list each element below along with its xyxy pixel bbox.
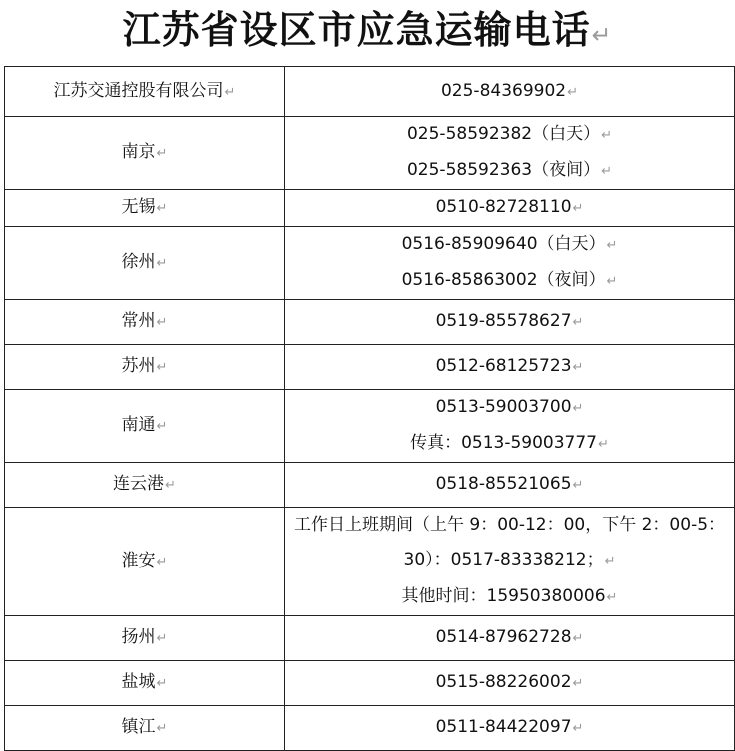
phone-text: 0510-82728110 bbox=[435, 197, 572, 217]
city-cell bbox=[5, 227, 285, 300]
table-row bbox=[5, 661, 735, 706]
phone-cell bbox=[285, 190, 735, 227]
paragraph-mark-icon: ↵ bbox=[572, 631, 584, 646]
paragraph-mark-icon: ↵ bbox=[156, 315, 168, 330]
paragraph-mark-icon: ↵ bbox=[606, 590, 618, 605]
phone-line bbox=[285, 467, 734, 503]
city-cell bbox=[5, 508, 285, 616]
paragraph-mark-icon: ↵ bbox=[156, 554, 168, 570]
phone-line bbox=[285, 390, 734, 426]
paragraph-mark-icon: ↵ bbox=[156, 631, 168, 646]
paragraph-mark-icon: ↵ bbox=[156, 721, 168, 736]
table-row bbox=[5, 463, 735, 508]
table-row bbox=[5, 227, 735, 300]
phone-cell bbox=[285, 706, 735, 751]
city-cell bbox=[5, 463, 285, 508]
phone-cell bbox=[285, 300, 735, 345]
paragraph-mark-icon: ↵ bbox=[156, 676, 168, 691]
paragraph-mark-icon: ↵ bbox=[572, 676, 584, 691]
phone-line bbox=[285, 153, 734, 189]
paragraph-mark-icon: ↵ bbox=[572, 201, 584, 216]
phone-cell bbox=[285, 616, 735, 661]
phone-cell bbox=[285, 508, 735, 616]
paragraph-mark-icon: ↵ bbox=[604, 554, 616, 569]
table-row bbox=[5, 508, 735, 616]
city-name: 盐城 bbox=[121, 672, 156, 692]
phone-cell bbox=[285, 390, 735, 463]
phone-text: 0516-85863002（夜间） bbox=[401, 270, 606, 290]
phone-cell bbox=[285, 117, 735, 190]
phone-cell bbox=[285, 67, 735, 117]
paragraph-mark-icon: ↵ bbox=[572, 401, 584, 416]
phone-text: 0511-84422097 bbox=[435, 717, 572, 737]
page-title-text: 江苏省设区市应急运输电话 bbox=[122, 8, 591, 52]
table-row bbox=[5, 706, 735, 751]
table-row bbox=[5, 616, 735, 661]
city-name: 无锡 bbox=[121, 197, 156, 217]
paragraph-mark-icon: ↵ bbox=[156, 419, 168, 434]
table-row bbox=[5, 67, 735, 117]
page-title bbox=[0, 2, 735, 58]
phone-text: 0512-68125723 bbox=[435, 356, 572, 376]
city-name: 徐州 bbox=[121, 252, 156, 272]
paragraph-mark-icon: ↵ bbox=[156, 201, 168, 216]
phone-line bbox=[285, 349, 734, 385]
phone-text: 0513-59003700 bbox=[435, 397, 572, 417]
phone-line bbox=[285, 263, 734, 299]
paragraph-mark-icon: ↵ bbox=[606, 238, 618, 253]
city-cell bbox=[5, 117, 285, 190]
city-name: 连云港 bbox=[113, 474, 165, 494]
paragraph-mark-icon: ↵ bbox=[224, 84, 236, 100]
table-row bbox=[5, 117, 735, 190]
city-name: 淮安 bbox=[121, 550, 156, 571]
paragraph-mark-icon: ↵ bbox=[606, 274, 618, 289]
paragraph-mark-icon: ↵ bbox=[156, 256, 168, 271]
phone-text: 0519-85578627 bbox=[435, 311, 572, 331]
city-name: 苏州 bbox=[121, 356, 156, 376]
city-cell bbox=[5, 345, 285, 390]
paragraph-mark-icon: ↵ bbox=[567, 84, 578, 100]
phone-line bbox=[285, 304, 734, 340]
phone-text: 工作日上班期间（上午 9：00-12：00，下午 2：00-5：30）：0517-83338212； bbox=[293, 515, 726, 570]
phone-cell bbox=[285, 345, 735, 390]
paragraph-mark-icon: ↵ bbox=[572, 721, 584, 736]
phone-line bbox=[285, 710, 734, 746]
table-row bbox=[5, 345, 735, 390]
phone-line bbox=[285, 117, 734, 153]
city-cell bbox=[5, 661, 285, 706]
city-name: 南通 bbox=[121, 415, 156, 435]
phone-line bbox=[285, 426, 734, 462]
city-cell bbox=[5, 300, 285, 345]
contact-table-body bbox=[5, 67, 735, 751]
paragraph-mark-icon: ↵ bbox=[591, 21, 613, 49]
city-cell bbox=[5, 616, 285, 661]
paragraph-mark-icon: ↵ bbox=[165, 478, 176, 493]
phone-line bbox=[285, 508, 734, 579]
city-name: 江苏交通控股有限公司 bbox=[53, 80, 224, 101]
contact-table bbox=[4, 66, 735, 751]
paragraph-mark-icon: ↵ bbox=[572, 315, 584, 330]
paragraph-mark-icon: ↵ bbox=[601, 128, 612, 143]
paragraph-mark-icon: ↵ bbox=[572, 478, 584, 493]
paragraph-mark-icon: ↵ bbox=[156, 360, 168, 375]
phone-line bbox=[285, 190, 734, 226]
city-name: 扬州 bbox=[121, 627, 156, 647]
city-name: 南京 bbox=[121, 142, 156, 162]
paragraph-mark-icon: ↵ bbox=[572, 360, 584, 375]
phone-text: 0514-87962728 bbox=[435, 627, 572, 647]
phone-line bbox=[285, 74, 734, 110]
phone-line bbox=[285, 579, 734, 615]
city-cell bbox=[5, 390, 285, 463]
table-row bbox=[5, 390, 735, 463]
city-name: 镇江 bbox=[121, 717, 156, 737]
table-row bbox=[5, 190, 735, 227]
paragraph-mark-icon: ↵ bbox=[601, 164, 612, 179]
city-cell bbox=[5, 67, 285, 117]
phone-cell bbox=[285, 661, 735, 706]
phone-line bbox=[285, 665, 734, 701]
phone-text: 0516-85909640（白天） bbox=[401, 234, 606, 254]
phone-cell bbox=[285, 227, 735, 300]
phone-line bbox=[285, 227, 734, 263]
phone-text: 传真：0513-59003777 bbox=[410, 433, 598, 453]
paragraph-mark-icon: ↵ bbox=[598, 437, 609, 452]
city-cell bbox=[5, 706, 285, 751]
city-cell bbox=[5, 190, 285, 227]
phone-text: 0518-85521065 bbox=[435, 474, 572, 494]
phone-text: 025-58592363（夜间） bbox=[406, 160, 601, 180]
phone-text: 其他时间：15950380006 bbox=[401, 586, 606, 606]
paragraph-mark-icon: ↵ bbox=[156, 146, 168, 161]
phone-line bbox=[285, 620, 734, 656]
phone-text: 0515-88226002 bbox=[435, 672, 572, 692]
phone-cell bbox=[285, 463, 735, 508]
phone-text: 025-58592382（白天） bbox=[406, 124, 601, 144]
phone-text: 025-84369902 bbox=[440, 80, 567, 101]
city-name: 常州 bbox=[121, 311, 156, 331]
table-row bbox=[5, 300, 735, 345]
